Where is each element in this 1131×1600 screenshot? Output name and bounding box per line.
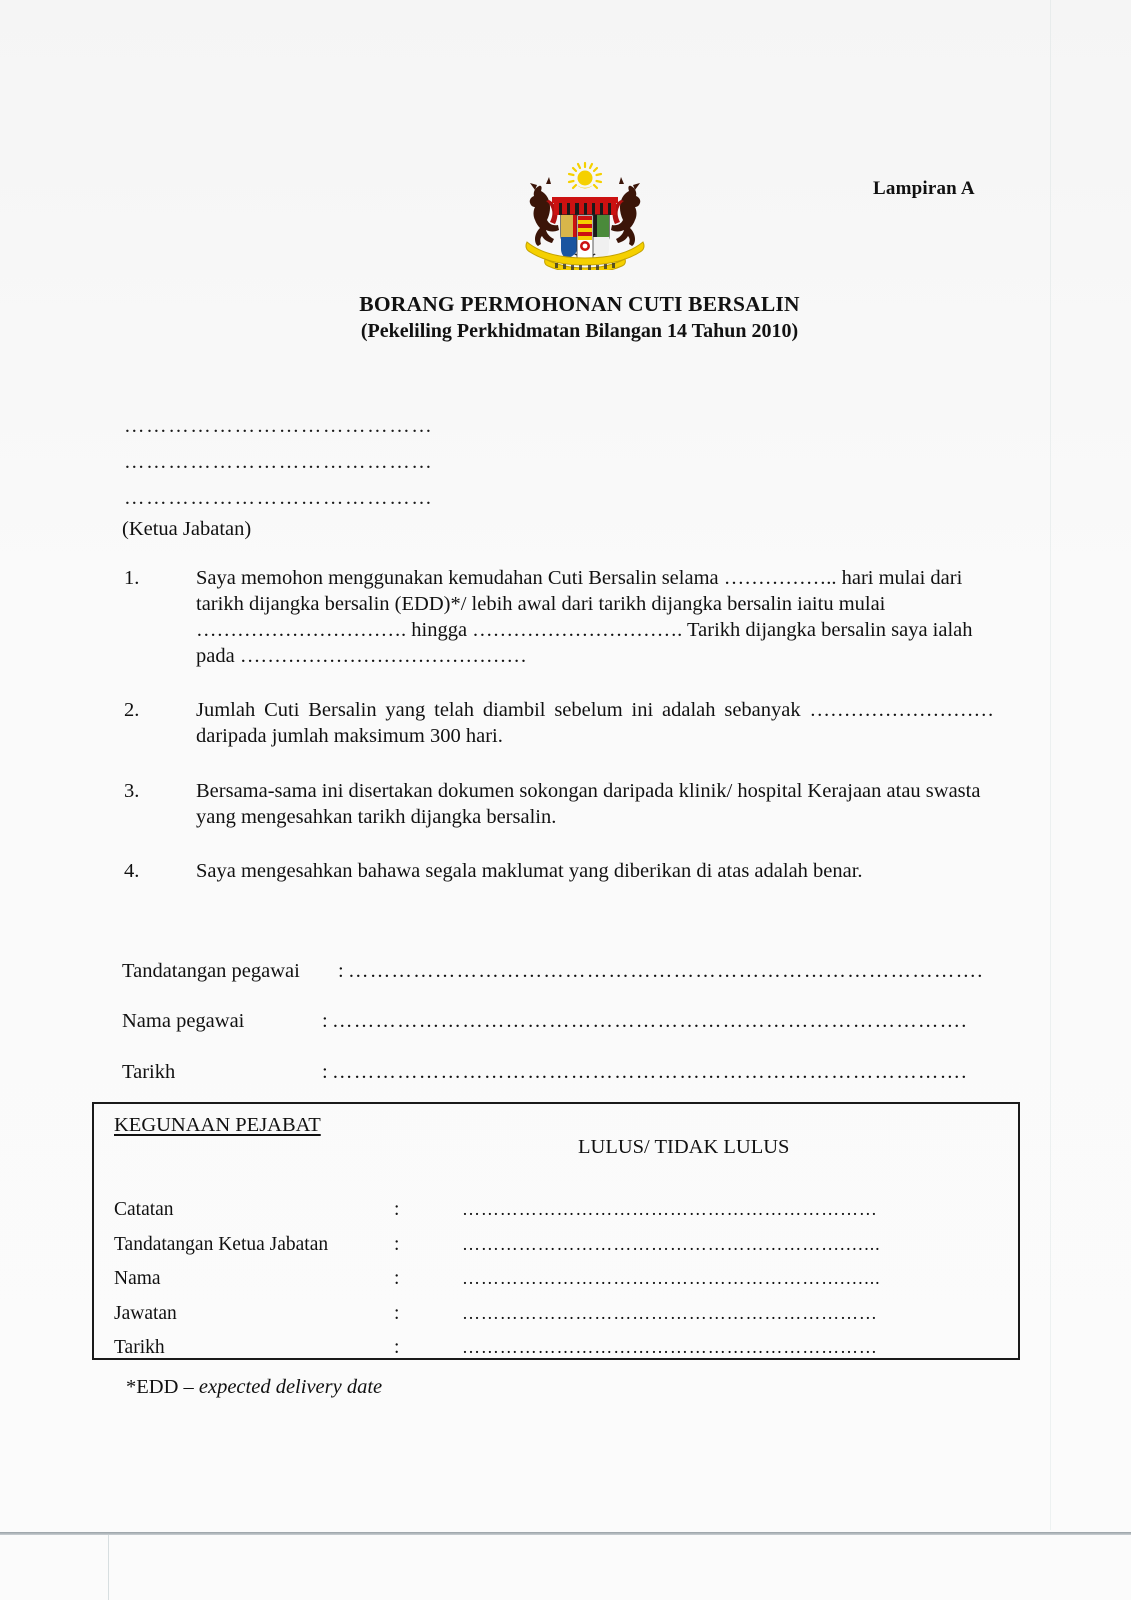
item-4-text: Saya mengesahkan bahawa segala maklumat yang diberikan di atas adalah benar. — [196, 860, 863, 882]
office-row-jawatan-label: Jawatan — [114, 1302, 177, 1324]
office-row-head-signature-colon: : — [394, 1233, 400, 1255]
page-margin-below-edge — [0, 1535, 1131, 1600]
officer-name-field[interactable]: ……………………………………………………………………………. — [332, 1010, 968, 1032]
item-3-number: 3. — [124, 780, 140, 802]
form-item-1 — [124, 565, 994, 669]
officer-name-label: Nama pegawai — [122, 1010, 245, 1032]
office-use-box — [92, 1102, 1020, 1360]
addressee-line-1[interactable]: …………………………………… — [124, 415, 434, 437]
officer-signature-colon: : — [338, 960, 344, 982]
office-row-tarikh-colon: : — [394, 1337, 400, 1358]
office-use-heading: KEGUNAAN PEJABAT — [114, 1114, 321, 1136]
scan-artifact-vertical-line — [1050, 0, 1051, 1530]
office-row-nama-label: Nama — [114, 1268, 161, 1289]
item-1-number: 1. — [124, 567, 140, 589]
footnote-text: expected delivery date — [198, 1376, 383, 1398]
officer-date-colon: : — [322, 1061, 328, 1083]
officer-signature-row — [122, 960, 984, 983]
office-row-jawatan-field[interactable]: ………………………………………………………… — [462, 1302, 878, 1323]
form-item-2 — [124, 697, 994, 749]
office-row-nama — [114, 1261, 1004, 1296]
office-row-tarikh-label: Tarikh — [114, 1337, 165, 1358]
item-1-text: Saya memohon menggunakan kemudahan Cuti Bersalin selama …………….. hari mulai dari tarikh dijangka bersalin (EDD)*/ lebih awal dari tarikh dijangka bersalin iaitu mulai …………………………. hingga …………………………. Tarikh dijangka bersalin saya ialah pada …………………………………… — [196, 567, 973, 667]
form-subtitle: (Pekeliling Perkhidmatan Bilangan 14 Tahun 2010) — [360, 320, 799, 342]
scan-artifact-vertical-line-bottom — [108, 1535, 109, 1600]
malaysian-coat-of-arms-icon — [505, 160, 665, 270]
addressee-block — [124, 408, 544, 516]
office-row-tarikh-field[interactable]: ………………………………………………………… — [462, 1337, 878, 1357]
officer-name-colon: : — [322, 1010, 328, 1032]
office-row-jawatan — [114, 1296, 1004, 1331]
office-row-tarikh — [114, 1330, 1004, 1365]
officer-signature-label: Tandatangan pegawai — [122, 960, 300, 982]
office-row-nama-field[interactable]: …………………………………………………….…... — [462, 1268, 881, 1288]
office-use-rows — [114, 1192, 1004, 1365]
form-title-block — [0, 292, 1131, 343]
annex-label: Lampiran A — [873, 178, 975, 199]
officer-signature-field[interactable]: ……………………………………………………………………………. — [348, 960, 984, 982]
officer-date-label: Tarikh — [122, 1061, 176, 1083]
addressee-caption: (Ketua Jabatan) — [122, 518, 252, 540]
addressee-line-2[interactable]: …………………………………… — [124, 451, 434, 473]
office-row-catatan-field[interactable]: ………………………………………………………… — [462, 1199, 878, 1219]
office-row-nama-colon: : — [394, 1268, 400, 1289]
office-row-catatan-label: Catatan — [114, 1199, 174, 1220]
item-4-number: 4. — [124, 860, 140, 882]
footnote-marker: *EDD – — [126, 1376, 199, 1398]
item-2-number: 2. — [124, 699, 140, 721]
office-row-catatan — [114, 1192, 1004, 1227]
approval-decision-label[interactable]: LULUS/ TIDAK LULUS — [578, 1136, 790, 1158]
scanned-page-edge-line — [0, 1532, 1131, 1535]
footnote-edd — [126, 1376, 382, 1399]
item-2-text: Jumlah Cuti Bersalin yang telah diambil sebelum ini adalah sebanyak ……………………… daripada jumlah maksimum 300 hari. — [196, 699, 994, 747]
item-3-text: Bersama-sama ini disertakan dokumen sokongan daripada klinik/ hospital Kerajaan atau swasta yang mengesahkan tarikh dijangka bersalin. — [196, 780, 981, 828]
addressee-line-3[interactable]: …………………………………… — [124, 487, 434, 509]
officer-date-field[interactable]: ……………………………………………………………………………. — [332, 1061, 968, 1083]
office-row-head-signature-field[interactable]: …………………………………………………….…... — [462, 1233, 881, 1254]
office-row-catatan-colon: : — [394, 1199, 400, 1220]
office-row-head-signature — [114, 1227, 1004, 1262]
office-row-jawatan-colon: : — [394, 1302, 400, 1324]
form-item-3 — [124, 778, 994, 830]
officer-date-row — [122, 1061, 968, 1084]
officer-name-row — [122, 1010, 968, 1033]
form-item-4 — [124, 858, 994, 884]
form-title: BORANG PERMOHONAN CUTI BERSALIN — [359, 292, 800, 316]
office-row-head-signature-label: Tandatangan Ketua Jabatan — [114, 1233, 329, 1255]
